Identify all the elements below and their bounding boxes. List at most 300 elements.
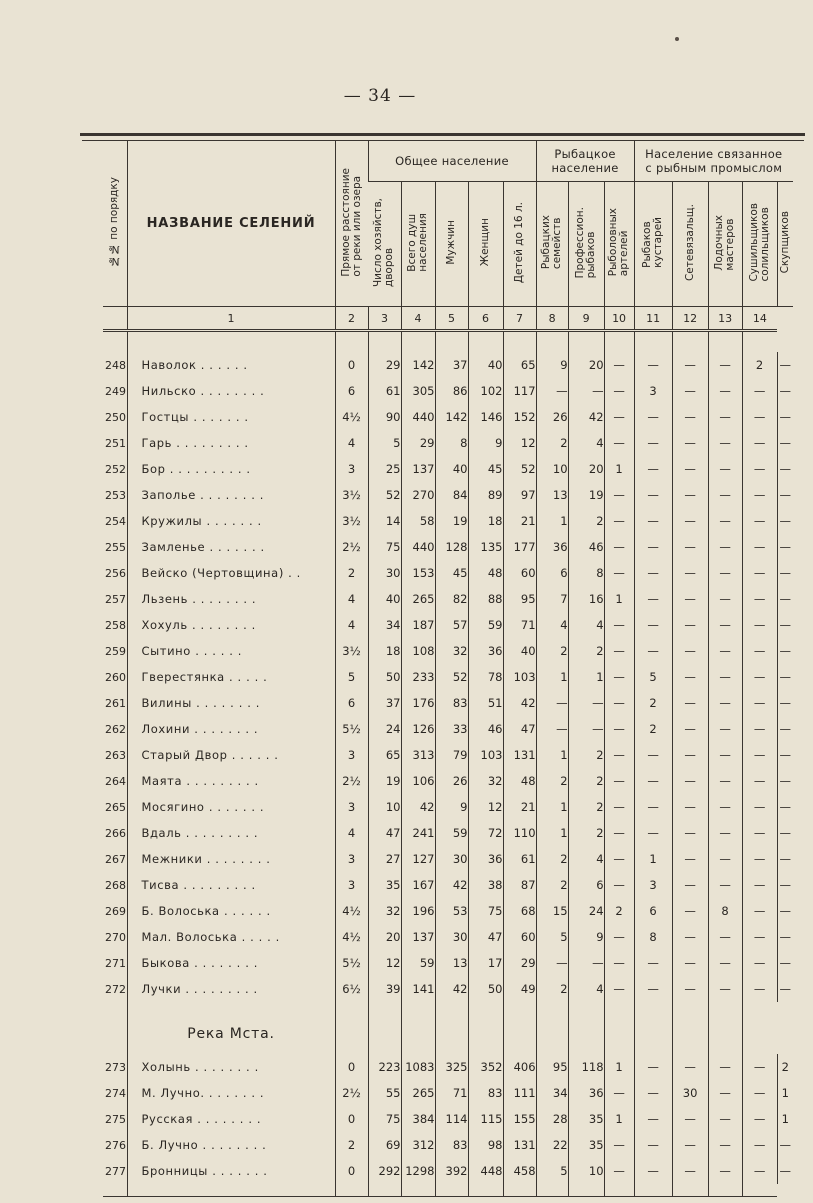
- value-cell: —: [742, 846, 777, 872]
- table-row: [103, 872, 793, 898]
- value-cell: —: [604, 872, 634, 898]
- value-cell: 79: [435, 742, 468, 768]
- distance-cell: 3: [335, 456, 368, 482]
- value-cell: 4: [568, 612, 604, 638]
- column-number-row: [103, 307, 793, 331]
- table-row: [103, 482, 793, 508]
- value-cell: —: [634, 976, 672, 1002]
- value-cell: 176: [401, 690, 435, 716]
- table-row: [103, 404, 793, 430]
- value-cell: —: [604, 742, 634, 768]
- value-cell: —: [708, 950, 742, 976]
- value-cell: 68: [503, 898, 536, 924]
- settlement-name: Наволок . . . . . .: [127, 352, 335, 378]
- value-cell: 118: [568, 1054, 604, 1080]
- value-cell: 32: [468, 768, 503, 794]
- value-cell: —: [777, 976, 793, 1002]
- value-cell: 78: [468, 664, 503, 690]
- value-cell: —: [672, 690, 708, 716]
- value-cell: 131: [503, 742, 536, 768]
- settlement-name: Вдаль . . . . . . . . .: [127, 820, 335, 846]
- value-cell: 36: [468, 638, 503, 664]
- settlement-name: Мал. Волоська . . . . .: [127, 924, 335, 950]
- table-row: [103, 352, 793, 378]
- value-cell: —: [672, 534, 708, 560]
- distance-cell: 4: [335, 586, 368, 612]
- distance-cell: 6: [335, 690, 368, 716]
- settlement-name: Быкова . . . . . . . .: [127, 950, 335, 976]
- value-cell: 1083: [401, 1054, 435, 1080]
- value-cell: 55: [368, 1080, 401, 1106]
- value-cell: —: [672, 1158, 708, 1184]
- row-number: 270: [105, 930, 126, 944]
- value-cell: —: [777, 612, 793, 638]
- value-cell: 18: [368, 638, 401, 664]
- settlement-name: Бронницы . . . . . . .: [127, 1158, 335, 1184]
- value-cell: —: [708, 1106, 742, 1132]
- value-cell: —: [568, 716, 604, 742]
- value-cell: —: [568, 378, 604, 404]
- value-cell: —: [708, 690, 742, 716]
- value-cell: 58: [401, 508, 435, 534]
- value-cell: —: [672, 638, 708, 664]
- value-cell: —: [708, 1080, 742, 1106]
- value-cell: —: [672, 560, 708, 586]
- header-order: №№ по порядку: [103, 141, 127, 307]
- value-cell: —: [634, 482, 672, 508]
- value-cell: 30: [368, 560, 401, 586]
- settlement-name: Вилины . . . . . . . .: [127, 690, 335, 716]
- value-cell: —: [604, 482, 634, 508]
- header-total-population: Всего душ населения: [401, 182, 435, 307]
- value-cell: 1: [536, 664, 568, 690]
- value-cell: —: [777, 898, 793, 924]
- value-cell: —: [708, 378, 742, 404]
- value-cell: —: [634, 794, 672, 820]
- table-row: [103, 820, 793, 846]
- value-cell: 45: [435, 560, 468, 586]
- table-row: [103, 690, 793, 716]
- value-cell: 103: [468, 742, 503, 768]
- distance-cell: 0: [335, 1106, 368, 1132]
- value-cell: 127: [401, 846, 435, 872]
- value-cell: 65: [368, 742, 401, 768]
- value-cell: 46: [568, 534, 604, 560]
- value-cell: 5: [368, 430, 401, 456]
- value-cell: 53: [435, 898, 468, 924]
- header-professional-fishermen: Профессион. рыбаков: [568, 182, 604, 307]
- value-cell: 1: [604, 1106, 634, 1132]
- settlement-name: Межники . . . . . . . .: [127, 846, 335, 872]
- value-cell: —: [604, 534, 634, 560]
- value-cell: 32: [435, 638, 468, 664]
- row-number: 248: [105, 358, 126, 372]
- row-number: 259: [105, 644, 126, 658]
- value-cell: 2: [568, 768, 604, 794]
- value-cell: —: [777, 456, 793, 482]
- value-cell: —: [708, 638, 742, 664]
- col-number: 8: [536, 307, 568, 331]
- value-cell: —: [777, 638, 793, 664]
- top-rule: [80, 133, 805, 136]
- value-cell: —: [604, 690, 634, 716]
- header-group-related: Население связанное с рыбным промыслом: [634, 141, 793, 182]
- value-cell: 313: [401, 742, 435, 768]
- value-cell: 177: [503, 534, 536, 560]
- value-cell: 106: [401, 768, 435, 794]
- value-cell: 48: [468, 560, 503, 586]
- distance-cell: 3½: [335, 508, 368, 534]
- value-cell: —: [777, 664, 793, 690]
- value-cell: 86: [435, 378, 468, 404]
- col-number: 3: [368, 307, 401, 331]
- value-cell: 155: [503, 1106, 536, 1132]
- value-cell: 2: [742, 352, 777, 378]
- value-cell: —: [672, 768, 708, 794]
- value-cell: 37: [435, 352, 468, 378]
- value-cell: 110: [503, 820, 536, 846]
- row-number: 257: [105, 592, 126, 606]
- value-cell: 42: [401, 794, 435, 820]
- value-cell: 52: [435, 664, 468, 690]
- value-cell: 187: [401, 612, 435, 638]
- value-cell: —: [604, 508, 634, 534]
- settlement-name: Хохуль . . . . . . . .: [127, 612, 335, 638]
- table-row: [103, 716, 793, 742]
- col-number: [103, 307, 127, 331]
- value-cell: 137: [401, 924, 435, 950]
- value-cell: —: [742, 664, 777, 690]
- distance-cell: 4½: [335, 404, 368, 430]
- value-cell: —: [777, 430, 793, 456]
- value-cell: 152: [503, 404, 536, 430]
- value-cell: —: [708, 976, 742, 1002]
- header-fishing-families: Рыбацких семейств: [536, 182, 568, 307]
- row-number: 254: [105, 514, 126, 528]
- distance-cell: 4: [335, 612, 368, 638]
- value-cell: —: [634, 352, 672, 378]
- value-cell: —: [742, 924, 777, 950]
- col-number: 2: [335, 307, 368, 331]
- table-body-main: [103, 331, 793, 1003]
- value-cell: 98: [468, 1132, 503, 1158]
- value-cell: —: [634, 508, 672, 534]
- value-cell: 141: [401, 976, 435, 1002]
- row-number: 266: [105, 826, 126, 840]
- value-cell: —: [604, 1132, 634, 1158]
- settlement-name: Гостцы . . . . . . .: [127, 404, 335, 430]
- row-number: 265: [105, 800, 126, 814]
- value-cell: —: [672, 1054, 708, 1080]
- value-cell: —: [672, 404, 708, 430]
- value-cell: 95: [503, 586, 536, 612]
- row-number: 267: [105, 852, 126, 866]
- value-cell: 12: [368, 950, 401, 976]
- value-cell: —: [634, 1106, 672, 1132]
- value-cell: —: [742, 456, 777, 482]
- value-cell: 2: [568, 794, 604, 820]
- table-row: [103, 534, 793, 560]
- value-cell: 6: [634, 898, 672, 924]
- value-cell: —: [634, 586, 672, 612]
- value-cell: 49: [503, 976, 536, 1002]
- value-cell: 60: [503, 924, 536, 950]
- value-cell: 83: [435, 690, 468, 716]
- value-cell: 1: [604, 586, 634, 612]
- header-children: Детей до 16 л.: [503, 182, 536, 307]
- value-cell: —: [777, 1158, 793, 1184]
- value-cell: —: [672, 872, 708, 898]
- value-cell: 24: [368, 716, 401, 742]
- value-cell: 1: [604, 456, 634, 482]
- value-cell: 45: [468, 456, 503, 482]
- value-cell: —: [536, 716, 568, 742]
- value-cell: —: [604, 664, 634, 690]
- value-cell: —: [672, 430, 708, 456]
- value-cell: 10: [368, 794, 401, 820]
- value-cell: 153: [401, 560, 435, 586]
- table-row: [103, 898, 793, 924]
- value-cell: —: [708, 742, 742, 768]
- value-cell: 128: [435, 534, 468, 560]
- value-cell: 137: [401, 456, 435, 482]
- value-cell: —: [672, 1106, 708, 1132]
- row-number: 255: [105, 540, 126, 554]
- value-cell: —: [742, 950, 777, 976]
- distance-cell: 3: [335, 742, 368, 768]
- value-cell: 95: [536, 1054, 568, 1080]
- value-cell: 146: [468, 404, 503, 430]
- value-cell: —: [604, 638, 634, 664]
- value-cell: —: [604, 950, 634, 976]
- table-row: [103, 638, 793, 664]
- settlement-name: Лучки . . . . . . . . .: [127, 976, 335, 1002]
- header-buyers: Скупщиков: [777, 182, 793, 307]
- header-group-fishing: Рыбацкое население: [536, 141, 634, 182]
- value-cell: 384: [401, 1106, 435, 1132]
- value-cell: —: [742, 612, 777, 638]
- value-cell: 30: [435, 846, 468, 872]
- value-cell: 28: [536, 1106, 568, 1132]
- value-cell: —: [536, 690, 568, 716]
- header-households: Число хозяйств, дворов: [368, 182, 401, 307]
- value-cell: —: [708, 768, 742, 794]
- distance-cell: 4½: [335, 924, 368, 950]
- page-number: — 34 —: [343, 86, 417, 106]
- value-cell: 9: [568, 924, 604, 950]
- col-number: 12: [672, 307, 708, 331]
- value-cell: —: [777, 586, 793, 612]
- row-number: 277: [105, 1164, 126, 1178]
- value-cell: —: [777, 820, 793, 846]
- value-cell: 5: [536, 1158, 568, 1184]
- value-cell: 88: [468, 586, 503, 612]
- distance-cell: 0: [335, 352, 368, 378]
- value-cell: 83: [468, 1080, 503, 1106]
- value-cell: 40: [435, 456, 468, 482]
- settlements-table: [103, 141, 793, 1197]
- row-number: 275: [105, 1112, 126, 1126]
- value-cell: 265: [401, 586, 435, 612]
- header-net-makers: Сетевязальщ.: [672, 182, 708, 307]
- distance-cell: 3: [335, 846, 368, 872]
- value-cell: 223: [368, 1054, 401, 1080]
- distance-cell: 4: [335, 820, 368, 846]
- value-cell: —: [708, 404, 742, 430]
- value-cell: —: [672, 820, 708, 846]
- value-cell: —: [777, 742, 793, 768]
- value-cell: 51: [468, 690, 503, 716]
- row-number: 261: [105, 696, 126, 710]
- header-name: НАЗВАНИЕ СЕЛЕНИЙ: [127, 141, 335, 307]
- value-cell: —: [742, 560, 777, 586]
- table-row: [103, 1106, 793, 1132]
- table-row: [103, 586, 793, 612]
- row-number: 251: [105, 436, 126, 450]
- value-cell: 103: [503, 664, 536, 690]
- value-cell: —: [742, 716, 777, 742]
- value-cell: 1: [777, 1080, 793, 1106]
- value-cell: 47: [368, 820, 401, 846]
- value-cell: 2: [568, 638, 604, 664]
- value-cell: —: [708, 456, 742, 482]
- value-cell: 12: [468, 794, 503, 820]
- settlement-name: Тисва . . . . . . . . .: [127, 872, 335, 898]
- value-cell: 50: [468, 976, 503, 1002]
- value-cell: —: [634, 456, 672, 482]
- value-cell: —: [742, 742, 777, 768]
- settlement-name: Замленье . . . . . . .: [127, 534, 335, 560]
- value-cell: 3: [634, 378, 672, 404]
- value-cell: —: [672, 482, 708, 508]
- distance-cell: 3½: [335, 482, 368, 508]
- value-cell: —: [604, 1158, 634, 1184]
- row-number: 258: [105, 618, 126, 632]
- value-cell: 115: [468, 1106, 503, 1132]
- value-cell: 37: [368, 690, 401, 716]
- value-cell: —: [708, 560, 742, 586]
- value-cell: 22: [536, 1132, 568, 1158]
- row-number: 249: [105, 384, 126, 398]
- col-number: 10: [604, 307, 634, 331]
- settlement-name: Б. Лучно . . . . . . . .: [127, 1132, 335, 1158]
- value-cell: 305: [401, 378, 435, 404]
- col-number: 14: [742, 307, 777, 331]
- value-cell: 60: [503, 560, 536, 586]
- value-cell: 14: [368, 508, 401, 534]
- value-cell: —: [742, 820, 777, 846]
- value-cell: —: [777, 846, 793, 872]
- value-cell: 46: [468, 716, 503, 742]
- value-cell: —: [742, 482, 777, 508]
- value-cell: 325: [435, 1054, 468, 1080]
- value-cell: —: [742, 1054, 777, 1080]
- value-cell: —: [634, 638, 672, 664]
- row-number: 271: [105, 956, 126, 970]
- table-row: [103, 742, 793, 768]
- table-row: [103, 430, 793, 456]
- header-men: Мужчин: [435, 182, 468, 307]
- value-cell: 13: [435, 950, 468, 976]
- value-cell: —: [672, 898, 708, 924]
- distance-cell: 6½: [335, 976, 368, 1002]
- value-cell: —: [777, 950, 793, 976]
- settlement-name: Вейско (Чертовщина) . .: [127, 560, 335, 586]
- value-cell: 114: [435, 1106, 468, 1132]
- value-cell: —: [742, 976, 777, 1002]
- value-cell: 2: [536, 846, 568, 872]
- value-cell: —: [742, 1080, 777, 1106]
- value-cell: —: [708, 1132, 742, 1158]
- value-cell: 30: [435, 924, 468, 950]
- value-cell: 33: [435, 716, 468, 742]
- value-cell: —: [777, 768, 793, 794]
- header-artisan-fishermen: Рыбаков кустарей: [634, 182, 672, 307]
- value-cell: 440: [401, 404, 435, 430]
- table-row: [103, 950, 793, 976]
- value-cell: 82: [435, 586, 468, 612]
- value-cell: —: [634, 742, 672, 768]
- value-cell: —: [742, 1106, 777, 1132]
- value-cell: —: [708, 482, 742, 508]
- value-cell: 2: [536, 430, 568, 456]
- value-cell: 135: [468, 534, 503, 560]
- section-title: Река Мста.: [187, 1026, 275, 1042]
- value-cell: —: [708, 508, 742, 534]
- value-cell: 9: [435, 794, 468, 820]
- value-cell: 241: [401, 820, 435, 846]
- value-cell: —: [777, 482, 793, 508]
- value-cell: 6: [536, 560, 568, 586]
- value-cell: 71: [503, 612, 536, 638]
- value-cell: 2: [536, 768, 568, 794]
- row-number: 260: [105, 670, 126, 684]
- value-cell: —: [708, 352, 742, 378]
- value-cell: 1: [536, 794, 568, 820]
- value-cell: —: [777, 690, 793, 716]
- value-cell: 352: [468, 1054, 503, 1080]
- value-cell: 47: [468, 924, 503, 950]
- value-cell: —: [742, 404, 777, 430]
- settlement-name: М. Лучно. . . . . . . .: [127, 1080, 335, 1106]
- distance-cell: 2½: [335, 1080, 368, 1106]
- value-cell: 142: [401, 352, 435, 378]
- value-cell: —: [536, 378, 568, 404]
- value-cell: 59: [401, 950, 435, 976]
- value-cell: —: [634, 820, 672, 846]
- distance-cell: 2½: [335, 534, 368, 560]
- value-cell: —: [777, 560, 793, 586]
- value-cell: —: [742, 430, 777, 456]
- value-cell: 2: [634, 690, 672, 716]
- value-cell: 83: [435, 1132, 468, 1158]
- distance-cell: 2: [335, 560, 368, 586]
- value-cell: 2: [568, 508, 604, 534]
- table-row: [103, 768, 793, 794]
- row-number: 253: [105, 488, 126, 502]
- value-cell: —: [708, 794, 742, 820]
- value-cell: 35: [368, 872, 401, 898]
- value-cell: 26: [536, 404, 568, 430]
- value-cell: —: [777, 872, 793, 898]
- value-cell: —: [777, 716, 793, 742]
- value-cell: —: [742, 1158, 777, 1184]
- value-cell: —: [604, 768, 634, 794]
- value-cell: 47: [503, 716, 536, 742]
- value-cell: 108: [401, 638, 435, 664]
- value-cell: —: [672, 794, 708, 820]
- row-number: 272: [105, 982, 126, 996]
